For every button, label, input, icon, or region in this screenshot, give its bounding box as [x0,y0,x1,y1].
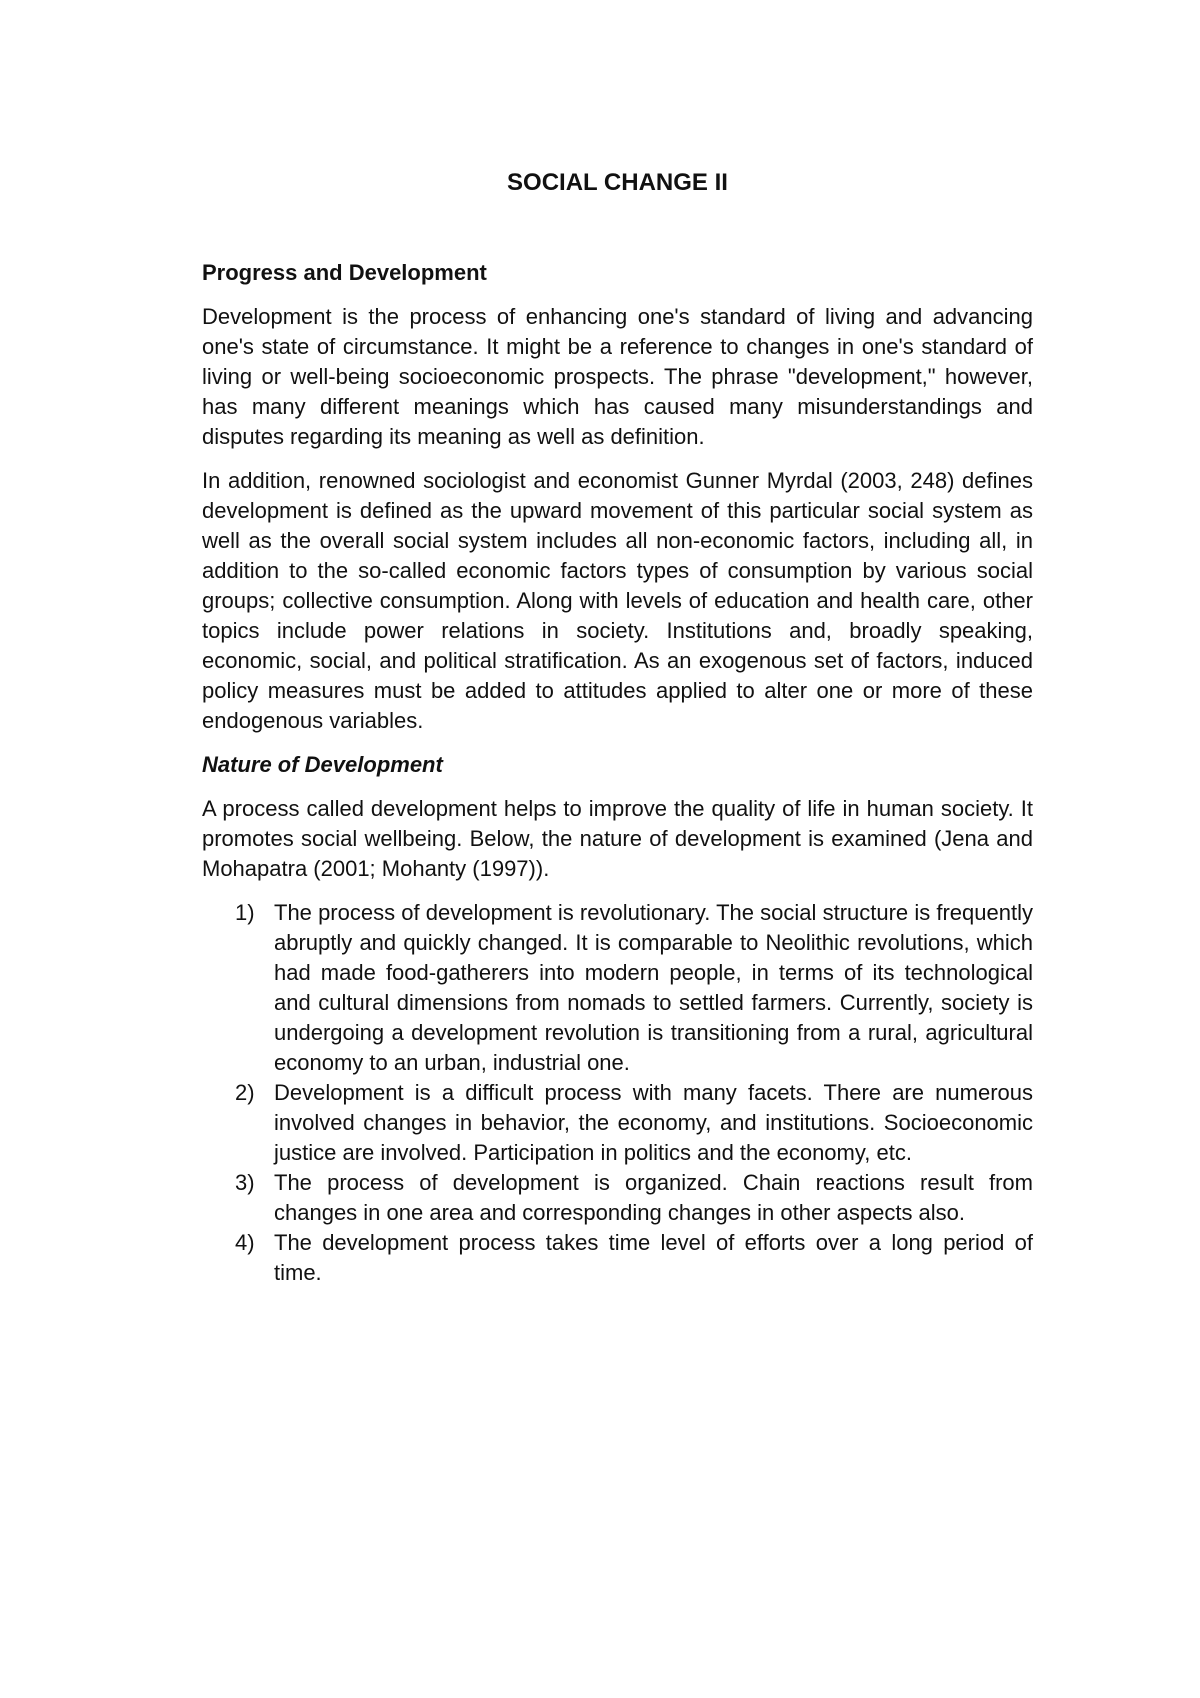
list-marker: 2) [235,1080,255,1105]
list-marker: 3) [235,1170,255,1195]
list-item [202,898,1033,1078]
numbered-list [202,898,1033,1288]
document-title: SOCIAL CHANGE II [507,169,728,196]
section-heading-nature-of-development: Nature of Development [202,752,443,777]
paragraph: Development is the process of enhancing one's standard of living and advancing one's state of circumstance. It might be a reference to changes in one's standard of living or well-being socioeconomic prospects. The phrase "development," however, has many different meanings which has caused many misunderstandings and disputes regarding its meaning as well as definition. [202,304,1033,449]
section-heading-progress-and-development: Progress and Development [202,260,487,285]
list-item [202,1228,1033,1288]
list-item-text: Development is a difficult process with many facets. There are numerous involved changes in behavior, the economy, and institutions. Socioeconomic justice are involved. Participation in politics and the economy, etc. [274,1080,1033,1165]
list-item-text: The process of development is revolutionary. The social structure is frequently abruptly and quickly changed. It is comparable to Neolithic revolutions, which had made food-gatherers into modern people, in terms of its technological and cultural dimensions from nomads to settled farmers. Currently, society is undergoing a development revolution is transitioning from a rural, agricultural economy to an urban, industrial one. [274,900,1033,1075]
list-item-text: The development process takes time level of efforts over a long period of time. [274,1230,1033,1285]
list-item-text: The process of development is organized. Chain reactions result from changes in one area and corresponding changes in other aspects also. [274,1170,1033,1225]
list-marker: 1) [235,900,255,925]
list-item [202,1078,1033,1168]
list-marker: 4) [235,1230,255,1255]
paragraph: A process called development helps to improve the quality of life in human society. It promotes social wellbeing. Below, the nature of development is examined (Jena and Mohapatra (2001; Mohanty (1997)). [202,796,1033,881]
paragraph: In addition, renowned sociologist and economist Gunner Myrdal (2003, 248) defines development is defined as the upward movement of this particular social system as well as the overall social system includes all non-economic factors, including all, in addition to the so-called economic factors types of consumption by various social groups; collective consumption. Along with levels of education and health care, other topics include power relations in society. Institutions and, broadly speaking, economic, social, and political stratification. As an exogenous set of factors, induced policy measures must be added to attitudes applied to alter one or more of these endogenous variables. [202,468,1033,733]
list-item [202,1168,1033,1228]
document-body [202,168,1033,1288]
